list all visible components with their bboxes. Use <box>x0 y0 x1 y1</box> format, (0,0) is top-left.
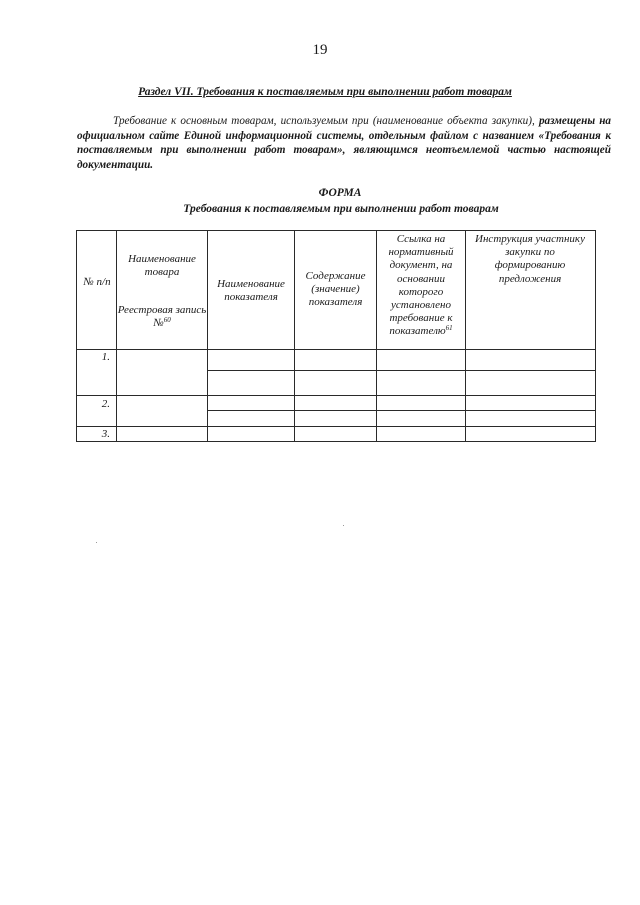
form-title: ФОРМА <box>318 187 362 199</box>
header-content: Содержание (значение) показателя <box>305 270 366 309</box>
header-num: № п/п <box>83 276 111 288</box>
table-row-divider <box>207 410 596 411</box>
table-col-divider <box>207 230 208 442</box>
header-product-name: Наименование товара <box>128 253 196 279</box>
scan-speck <box>96 542 97 543</box>
header-reference-text: Ссылка на нормативный документ, на основании которого установлено требование к показателю <box>388 233 454 338</box>
table-col-divider <box>294 230 295 442</box>
table-col-divider <box>465 230 466 442</box>
paragraph-part-2: размещены на официальном сайте Единой информационной системы, отдельным файлом с названием «Требования к поставляемым при выполнении работ товарам», являющимся неотъемлемой частью настоящей документации. <box>77 115 612 172</box>
row-number-2: 2. <box>101 398 110 410</box>
table-row-divider <box>76 395 596 396</box>
header-instruction: Инструкция участнику закупки по формированию предложения <box>475 233 585 285</box>
table-border-bottom <box>76 441 596 442</box>
footnote-60: 60 <box>163 316 171 325</box>
header-reference <box>377 233 465 339</box>
row-number-1: 1. <box>101 351 110 363</box>
table-border-left <box>76 230 77 442</box>
form-subtitle: Требования к поставляемым при выполнении работ товарам <box>183 203 499 215</box>
header-registry-text: Реестровая запись № <box>117 304 207 330</box>
requirements-table <box>76 230 596 442</box>
page-number: 19 <box>312 42 328 58</box>
table-border-right <box>595 230 596 442</box>
table-border-top <box>76 230 596 231</box>
row-number-3: 3. <box>101 428 110 440</box>
footnote-61: 61 <box>445 324 453 333</box>
paragraph-part-1: Требование к основным товарам, используемым при (наименование объекта закупки), <box>113 115 535 127</box>
table-header-bottom <box>76 349 596 350</box>
table-row-divider <box>76 426 596 427</box>
intro-paragraph <box>77 114 611 173</box>
section-title: Раздел VII. Требования к поставляемым при выполнении работ товарам <box>138 86 512 98</box>
header-indicator-name: Наименование показателя <box>217 278 285 304</box>
scan-speck <box>343 525 344 526</box>
header-registry <box>117 304 207 330</box>
table-row-divider <box>207 370 596 371</box>
